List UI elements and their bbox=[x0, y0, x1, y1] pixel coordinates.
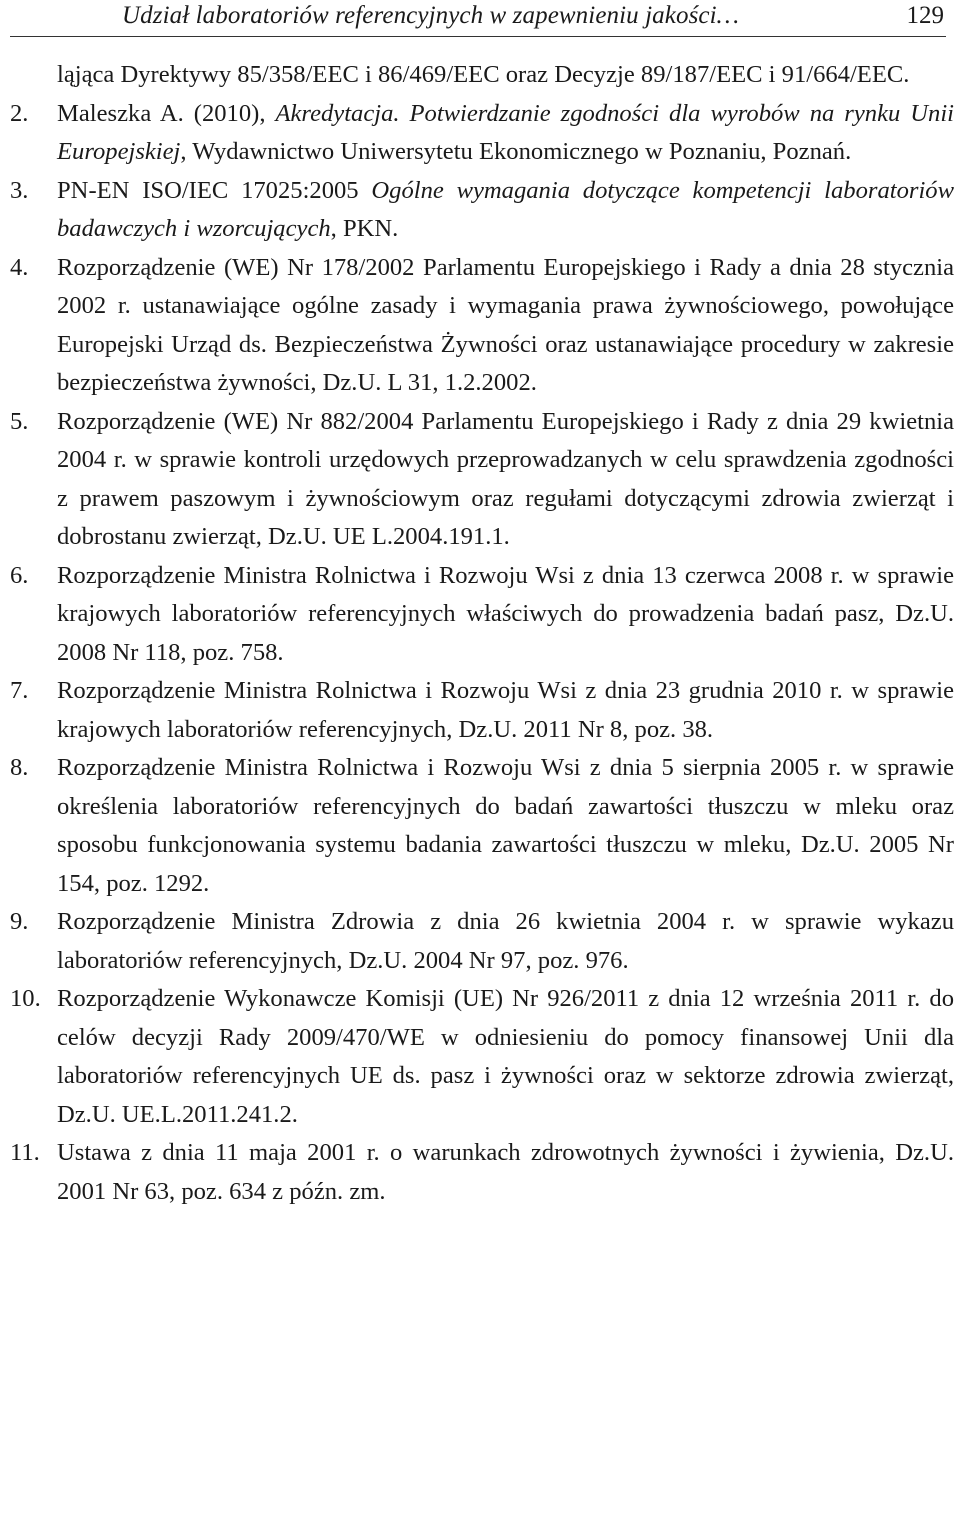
reference-text bbox=[57, 903, 954, 980]
reference-text bbox=[57, 249, 954, 403]
reference-text-segment: Rozporządzenie Wykonawcze Komisji (UE) Nr 926/2011 z dnia 12 września 2011 r. do celów decyzji Rady 2009/470/WE w odniesieniu do pomocy finansowej Unii dla laboratoriów referencyjnych UE ds. pasz i żywności oraz w sektorze zdrowia zwierząt, Dz.U. UE.L.2011.241.2. bbox=[57, 985, 954, 1128]
reference-item bbox=[10, 980, 954, 1134]
reference-text-segment: Maleszka A. (2010), bbox=[57, 99, 276, 127]
reference-text bbox=[57, 403, 954, 557]
reference-item bbox=[10, 56, 954, 95]
reference-text-segment: Ustawa z dnia 11 maja 2001 r. o warunkach zdrowotnych żywności i żywienia, Dz.U. 2001 Nr 63, poz. 634 z późn. zm. bbox=[57, 1139, 954, 1205]
reference-text-segment: Rozporządzenie (WE) Nr 882/2004 Parlamentu Europejskiego i Rady z dnia 29 kwietnia 2004 r. w sprawie kontroli urzędowych przeprowadzanych w celu sprawdzenia zgodności z prawem paszowym i żywnościowym oraz regułami dotyczącymi zdrowia zwierząt i dobrostanu zwierząt, Dz.U. UE L.2004.191.1. bbox=[57, 407, 954, 550]
reference-text-segment: ląjąca Dyrektywy 85/358/EEC i 86/469/EEC oraz Decyzje 89/187/EEC i 91/664/EEC. bbox=[57, 61, 910, 88]
reference-text bbox=[57, 980, 954, 1134]
page-number: 129 bbox=[906, 2, 944, 29]
reference-text bbox=[57, 172, 954, 249]
reference-number: 5. bbox=[10, 407, 29, 435]
reference-item bbox=[10, 672, 954, 749]
reference-text-segment: PN-EN ISO/IEC 17025:2005 bbox=[57, 176, 372, 204]
reference-text-segment: , PKN. bbox=[330, 215, 399, 242]
reference-text-segment: Rozporządzenie (WE) Nr 178/2002 Parlamentu Europejskiego i Rady a dnia 28 stycznia 2002 r. ustanawiające ogólne zasady i wymagania prawa żywnościowego, powołujące Europejski Urząd ds. Bezpieczeństwa Żywności oraz ustanawiające procedury w zakresie bezpieczeństwa żywności, Dz.U. L 31, 1.2.2002. bbox=[57, 253, 954, 396]
reference-item bbox=[10, 1134, 954, 1211]
reference-text-segment: Rozporządzenie Ministra Rolnictwa i Rozwoju Wsi z dnia 23 grudnia 2010 r. w sprawie krajowych laboratoriów referencyjnych, Dz.U. 2011 Nr 8, poz. 38. bbox=[57, 677, 954, 743]
reference-number: 8. bbox=[10, 754, 29, 781]
reference-item bbox=[10, 749, 954, 903]
reference-number: 10. bbox=[10, 985, 41, 1012]
reference-item bbox=[10, 95, 954, 172]
reference-title: Akredytacja. Potwierdzanie zgodności dla wyrobów na rynku Unii Europejskiej bbox=[57, 99, 954, 165]
reference-text-segment: Rozporządzenie Ministra Rolnictwa i Rozwoju Wsi z dnia 5 sierpnia 2005 r. w sprawie określenia laboratoriów referencyjnych do badań zawartości tłuszczu w mleku oraz sposobu funkcjonowania systemu badania zawartości tłuszczu w mleku, Dz.U. 2005 Nr 154, poz. 1292. bbox=[57, 754, 954, 897]
reference-item bbox=[10, 172, 954, 249]
reference-item bbox=[10, 903, 954, 980]
reference-text bbox=[57, 95, 954, 172]
reference-text-segment: Rozporządzenie Ministra Zdrowia z dnia 26 kwietnia 2004 r. w sprawie wykazu laboratoriów referencyjnych, Dz.U. 2004 Nr 97, poz. 976. bbox=[57, 908, 954, 974]
reference-item bbox=[10, 249, 954, 403]
reference-number: 11. bbox=[10, 1139, 40, 1166]
reference-text-segment: , Wydawnictwo Uniwersytetu Ekonomicznego w Poznaniu, Poznań. bbox=[180, 138, 852, 165]
reference-text bbox=[57, 672, 954, 749]
reference-number: 9. bbox=[10, 908, 29, 935]
reference-list bbox=[10, 56, 954, 1211]
reference-item bbox=[10, 557, 954, 673]
reference-text-segment: Rozporządzenie Ministra Rolnictwa i Rozwoju Wsi z dnia 13 czerwca 2008 r. w sprawie krajowych laboratoriów referencyjnych właściwych do prowadzenia badań pasz, Dz.U. 2008 Nr 118, poz. 758. bbox=[57, 561, 954, 666]
running-title: Udział laboratoriów referencyjnych w zapewnieniu jakości… bbox=[122, 2, 739, 29]
reference-number: 3. bbox=[10, 176, 29, 204]
reference-number: 7. bbox=[10, 677, 29, 704]
reference-title: Ogólne wymagania dotyczące kompetencji laboratoriów badawczych i wzorcujących bbox=[57, 176, 954, 242]
reference-item bbox=[10, 403, 954, 557]
running-header bbox=[10, 0, 946, 37]
reference-number: 2. bbox=[10, 99, 29, 127]
reference-text bbox=[57, 1134, 954, 1211]
reference-number: 6. bbox=[10, 561, 29, 589]
reference-text bbox=[57, 749, 954, 903]
reference-number: 4. bbox=[10, 253, 29, 281]
reference-text bbox=[10, 56, 954, 95]
reference-text bbox=[57, 557, 954, 673]
